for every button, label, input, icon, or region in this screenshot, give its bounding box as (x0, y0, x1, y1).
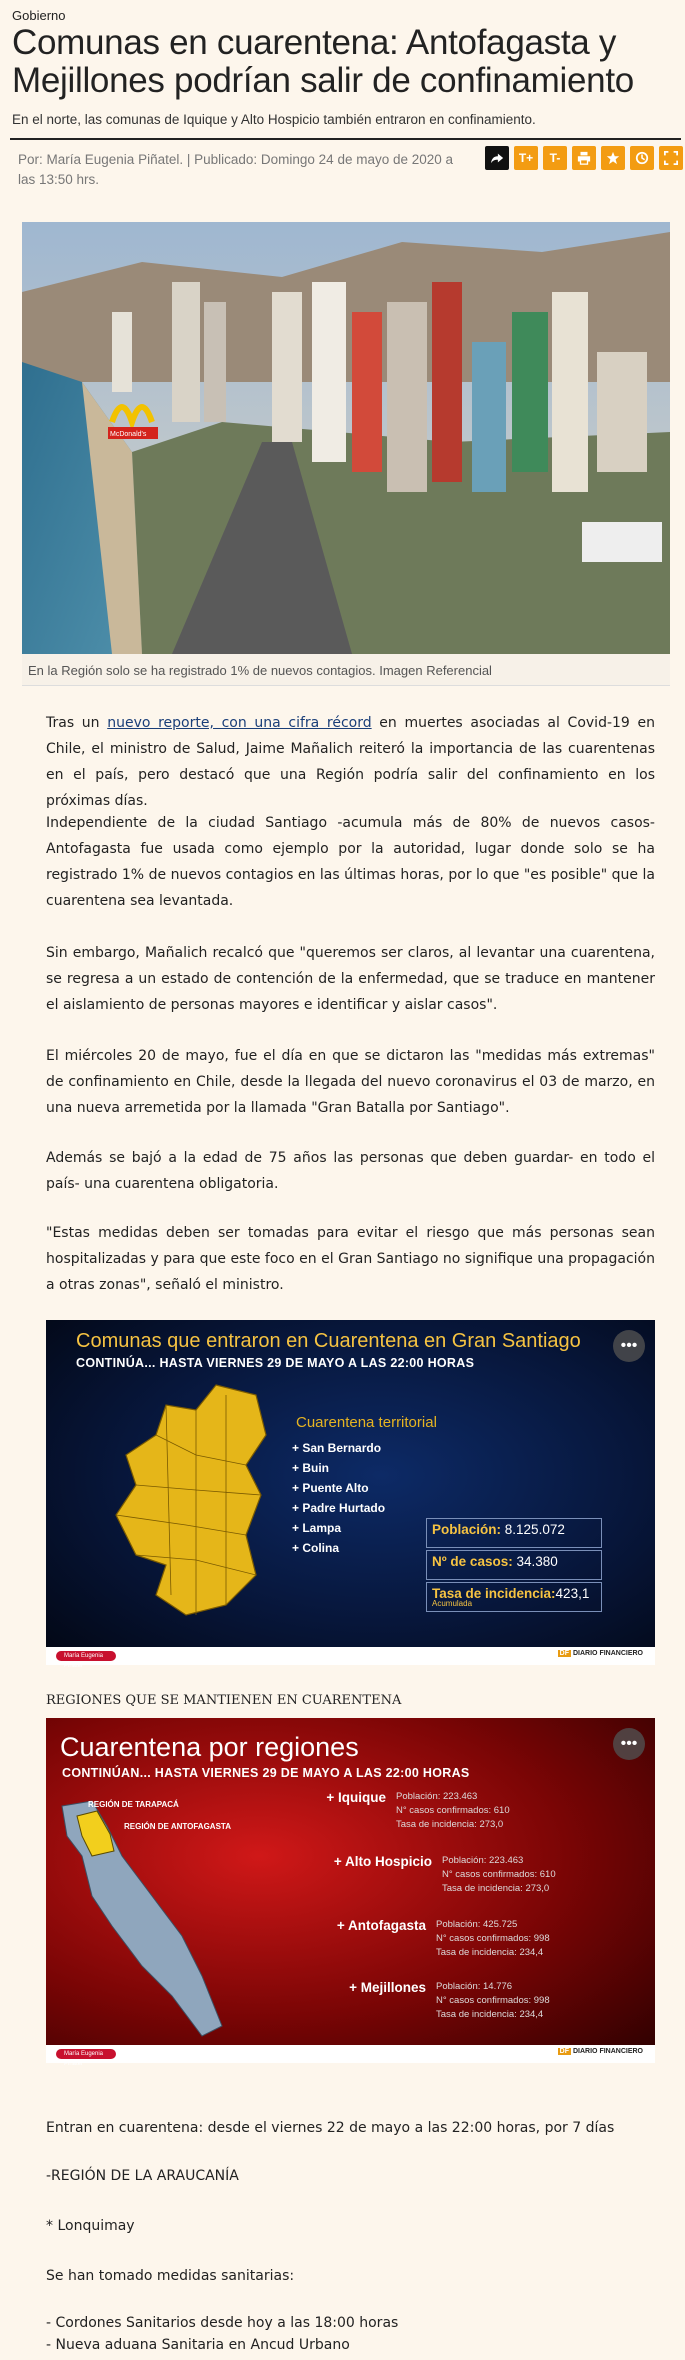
city-rate: Tasa de incidencia: 234,4 (436, 1947, 544, 1958)
commune-item: + San Bernardo (292, 1441, 382, 1455)
cases-label: Nº de casos: (432, 1554, 513, 1569)
tail-line-5: - Cordones Sanitarios desde hoy a las 18:00 horas (46, 2315, 399, 2331)
df-logo-mark: DF (559, 1650, 569, 1657)
regions-title: REGIONES QUE SE MANTIENEN EN CUARENTENA (46, 1693, 402, 1708)
tail-line-6: - Nueva aduana Sanitaria en Ancud Urbano (46, 2337, 350, 2353)
tail-line-4: Se han tomado medidas sanitarias: (46, 2268, 295, 2284)
stats-box (426, 1518, 602, 1614)
city-rate: Tasa de incidencia: 273,0 (442, 1883, 550, 1894)
city-name: + Mejillones (349, 1980, 426, 1995)
paragraph-6: "Estas medidas deben ser tomadas para evitar el riesgo que más personas sean hospitalizadas y para que este foco en el Gran Santiago no signifique una propagación a otras zonas", señaló el ministro. (46, 1225, 655, 1293)
share-arrow-icon (490, 151, 504, 165)
more-dots-icon: ••• (620, 1735, 638, 1752)
city-population: Población: 223.463 (442, 1855, 524, 1866)
byline: Por: María Eugenia Piñatel. | Publicado: Domingo 24 de mayo de 2020 a las 13:50 hrs. (18, 152, 454, 187)
incidence-value: 423,1 (555, 1586, 590, 1601)
santiago-quarantine-infographic (46, 1320, 655, 1669)
article-subhead: En el norte, las comunas de Iquique y Alto Hospicio también entraron en confinamiento. (12, 112, 536, 127)
paragraph-2: Independiente de la ciudad Santiago -acumula más de 80% de nuevos casos- Antofagasta fue usada como ejemplo por la autoridad, lugar donde solo se ha registrado 1% de nuevos contagios en las últimas horas, por lo que "es posible" que la cuarentena sea levantada. (46, 815, 655, 909)
incidence-note: Acumulada (432, 1599, 473, 1608)
df-logo-text: DIARIO FINANCIERO (573, 2048, 643, 2055)
city-population: Población: 14.776 (436, 1981, 513, 1992)
star-icon (606, 151, 620, 165)
incidence-stat (426, 1582, 602, 1612)
df-logo-mark: DF (559, 2048, 569, 2055)
city-antofagasta (336, 1918, 550, 1960)
paragraph-5: Además se bajó a la edad de 75 años las personas que deben guardar- en todo el país- una cuarentena obligatoria. (46, 1150, 655, 1192)
city-cases: N° casos confirmados: 998 (436, 1933, 550, 1944)
infographic-1-title: Comunas que entraron en Cuarentena en Gran Santiago (76, 1330, 581, 1352)
author-tag: María Eugenia Piñatel (56, 2049, 116, 2059)
infographic-2-subtitle: CONTINÚAN... HASTA VIERNES 29 DE MAYO A LAS 22:00 HORAS (62, 1766, 470, 1780)
city-iquique (326, 1790, 510, 1832)
print-button[interactable] (572, 146, 596, 170)
regions-quarantine-infographic (46, 1718, 655, 2067)
commune-item: + Padre Hurtado (292, 1501, 386, 1515)
infographic-1-subtitle: CONTINÚA... HASTA VIERNES 29 DE MAYO A LAS 22:00 HORAS (76, 1356, 475, 1370)
city-rate: Tasa de incidencia: 273,0 (396, 1819, 504, 1830)
city-name: + Alto Hospicio (333, 1854, 432, 1869)
bookmark-button[interactable] (601, 146, 625, 170)
city-mejillones (349, 1980, 550, 2022)
font-decrease-button[interactable]: T- (543, 146, 567, 170)
paragraph-1 (46, 710, 655, 814)
infographic-2-title: Cuarentena por regiones (60, 1732, 359, 1762)
more-options-button[interactable] (613, 1728, 645, 1760)
paragraph-4: El miércoles 20 de mayo, fue el día en que se dictaron las "medidas más extremas" de confinamiento en Chile, desde la llegada del nuevo coronavirus el 03 de marzo, en una nueva arremetida por la llamada "Gran Batalla por Santiago". (46, 1048, 655, 1116)
read-later-button[interactable] (630, 146, 654, 170)
clock-icon (635, 151, 649, 165)
city-name: + Iquique (326, 1790, 386, 1805)
author-tag: María Eugenia Piñatel (56, 1651, 116, 1661)
santiago-map (96, 1375, 286, 1625)
hero-image (22, 222, 670, 654)
city-alto-hospicio (333, 1854, 556, 1896)
tail-line-3: * Lonquimay (46, 2218, 135, 2234)
tail-line-1: Entran en cuarentena: desde el viernes 22 de mayo a las 22:00 horas, por 7 días (46, 2120, 615, 2136)
city-name: + Antofagasta (336, 1918, 426, 1933)
city-cases: N° casos confirmados: 998 (436, 1995, 550, 2006)
more-dots-icon: ••• (620, 1337, 638, 1354)
commune-item: + Buin (292, 1461, 330, 1475)
city-population: Población: 425.725 (436, 1919, 518, 1930)
commune-item: + Puente Alto (292, 1481, 369, 1495)
infographic-1-footer (46, 1647, 655, 1669)
font-increase-button[interactable]: T+ (514, 146, 538, 170)
fullscreen-button[interactable] (659, 146, 683, 170)
more-options-button[interactable] (613, 1330, 645, 1362)
paragraph-1-post: en muertes asociadas al Covid-19 en Chile, el ministro de Salud, Jaime Mañalich reiteró la importancia de las cuarentenas en el país, pero destacó que una Región podría salir del confinamiento en los próximas días. (46, 715, 655, 809)
commune-list (292, 1438, 385, 1558)
record-report-link[interactable]: nuevo reporte, con una cifra récord (107, 715, 372, 731)
territorial-heading: Cuarentena territorial (296, 1414, 437, 1431)
paragraph-3: Sin embargo, Mañalich recalcó que "queremos ser claros, al levantar una cuarentena, se regresa a un estado de contención de la enfermedad, que se traduce en mantener el aislamiento de personas mayores e identificar y aislar casos". (46, 945, 655, 1013)
section-label[interactable]: Gobierno (12, 8, 66, 23)
cases-stat (426, 1550, 602, 1580)
population-label: Población: (432, 1522, 502, 1537)
paragraph-1-pre: Tras un (46, 715, 108, 731)
commune-item: + Lampa (292, 1521, 342, 1535)
city-population: Población: 223.463 (396, 1791, 478, 1802)
share-button[interactable] (485, 146, 509, 170)
article-tools (485, 146, 683, 170)
population-stat (426, 1518, 602, 1548)
print-icon (577, 151, 591, 165)
df-logo-text: DIARIO FINANCIERO (573, 1650, 643, 1657)
tarapaca-label: REGIÓN DE TARAPACÁ (88, 1800, 179, 1809)
infographic-2-footer (46, 2045, 655, 2067)
article-headline: Comunas en cuarentena: Antofagasta y Mejillones podrían salir de confinamiento (12, 23, 634, 100)
city-rate: Tasa de incidencia: 234,4 (436, 2009, 544, 2020)
population-value: 8.125.072 (504, 1522, 565, 1537)
df-logo (558, 2048, 643, 2055)
tail-line-2: -REGIÓN DE LA ARAUCANÍA (46, 2168, 239, 2184)
hero-sign: McDonald's (110, 431, 147, 438)
hero-caption: En la Región solo se ha registrado 1% de nuevos contagios. Imagen Referencial (22, 654, 670, 686)
incidence-label: Tasa de incidencia: (432, 1586, 556, 1601)
divider (10, 138, 681, 140)
cases-value: 34.380 (516, 1554, 558, 1569)
commune-item: + Colina (292, 1541, 340, 1555)
city-cases: N° casos confirmados: 610 (442, 1869, 556, 1880)
df-logo (558, 1650, 643, 1657)
city-cases: N° casos confirmados: 610 (396, 1805, 510, 1816)
antofagasta-label: REGIÓN DE ANTOFAGASTA (124, 1822, 231, 1831)
expand-icon (664, 151, 678, 165)
north-chile-map (52, 1796, 232, 2046)
